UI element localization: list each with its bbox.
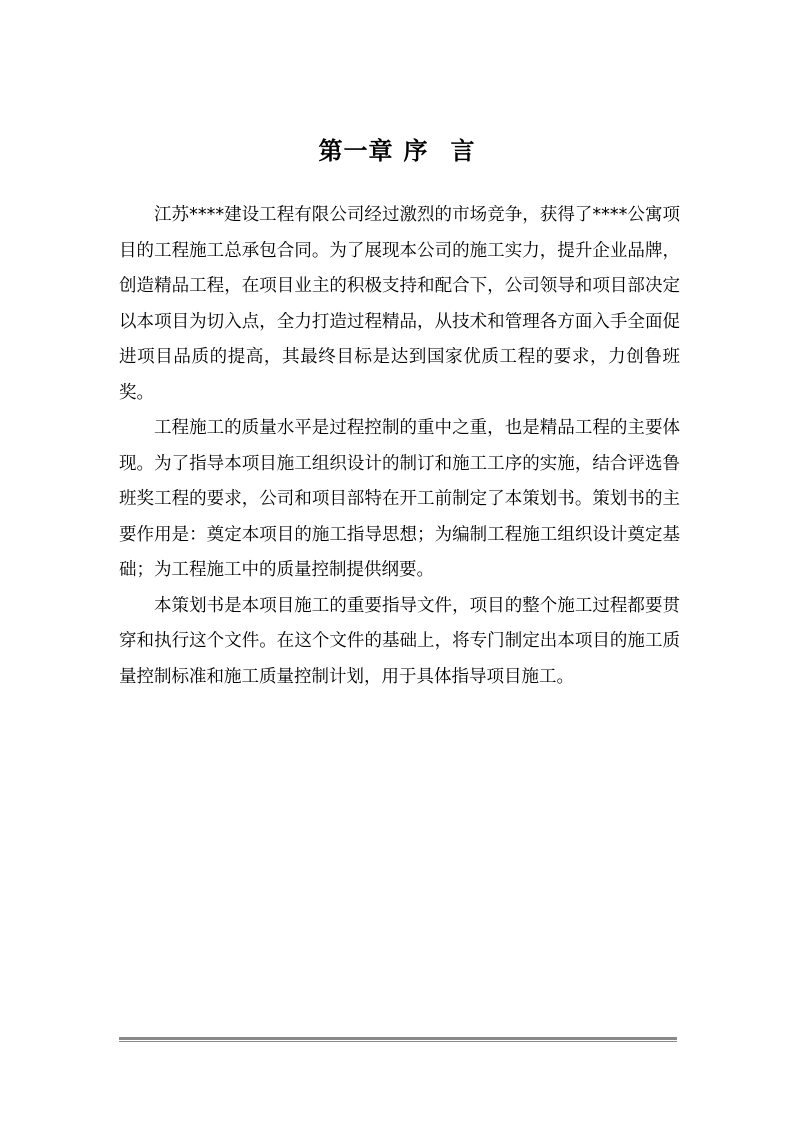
footer-rule-thin (119, 1041, 677, 1042)
chapter-title-char-2: 言 (450, 137, 476, 165)
footer-rule-thick (119, 1037, 677, 1040)
paragraph-3: 本策划书是本项目施工的重要指导文件，项目的整个施工过程都要贯穿和执行这个文件。在这个文件的基础上，将专门制定出本项目的施工质量控制标准和施工质量控制计划，用于具体指导项目施工。 (119, 595, 680, 687)
chapter-number: 第一章 (318, 137, 394, 165)
footer-rule (119, 1037, 677, 1043)
paragraph-2: 工程施工的质量水平是过程控制的重中之重，也是精品工程的主要体现。为了指导本项目施工组织设计的制订和施工工序的实施，结合评选鲁班奖工程的要求，公司和项目部特在开工前制定了本策划书。策划书的主要作用是：奠定本项目的施工指导思想；为编制工程施工组织设计奠定基础；为工程施工中的质量控制提供纲要。 (119, 418, 680, 580)
chapter-title-char-1: 序 (403, 137, 429, 165)
body-text (119, 198, 680, 695)
chapter-title (0, 134, 794, 168)
paragraph-1: 江苏****建设工程有限公司经过激烈的市场竞争，获得了****公寓项目的工程施工总承包合同。为了展现本公司的施工实力，提升企业品牌，创造精品工程，在项目业主的积极支持和配合下，公司领导和项目部决定以本项目为切入点，全力打造过程精品，从技术和管理各方面入手全面促进项目品质的提高，其最终目标是达到国家优质工程的要求，力创鲁班奖。 (119, 205, 680, 403)
